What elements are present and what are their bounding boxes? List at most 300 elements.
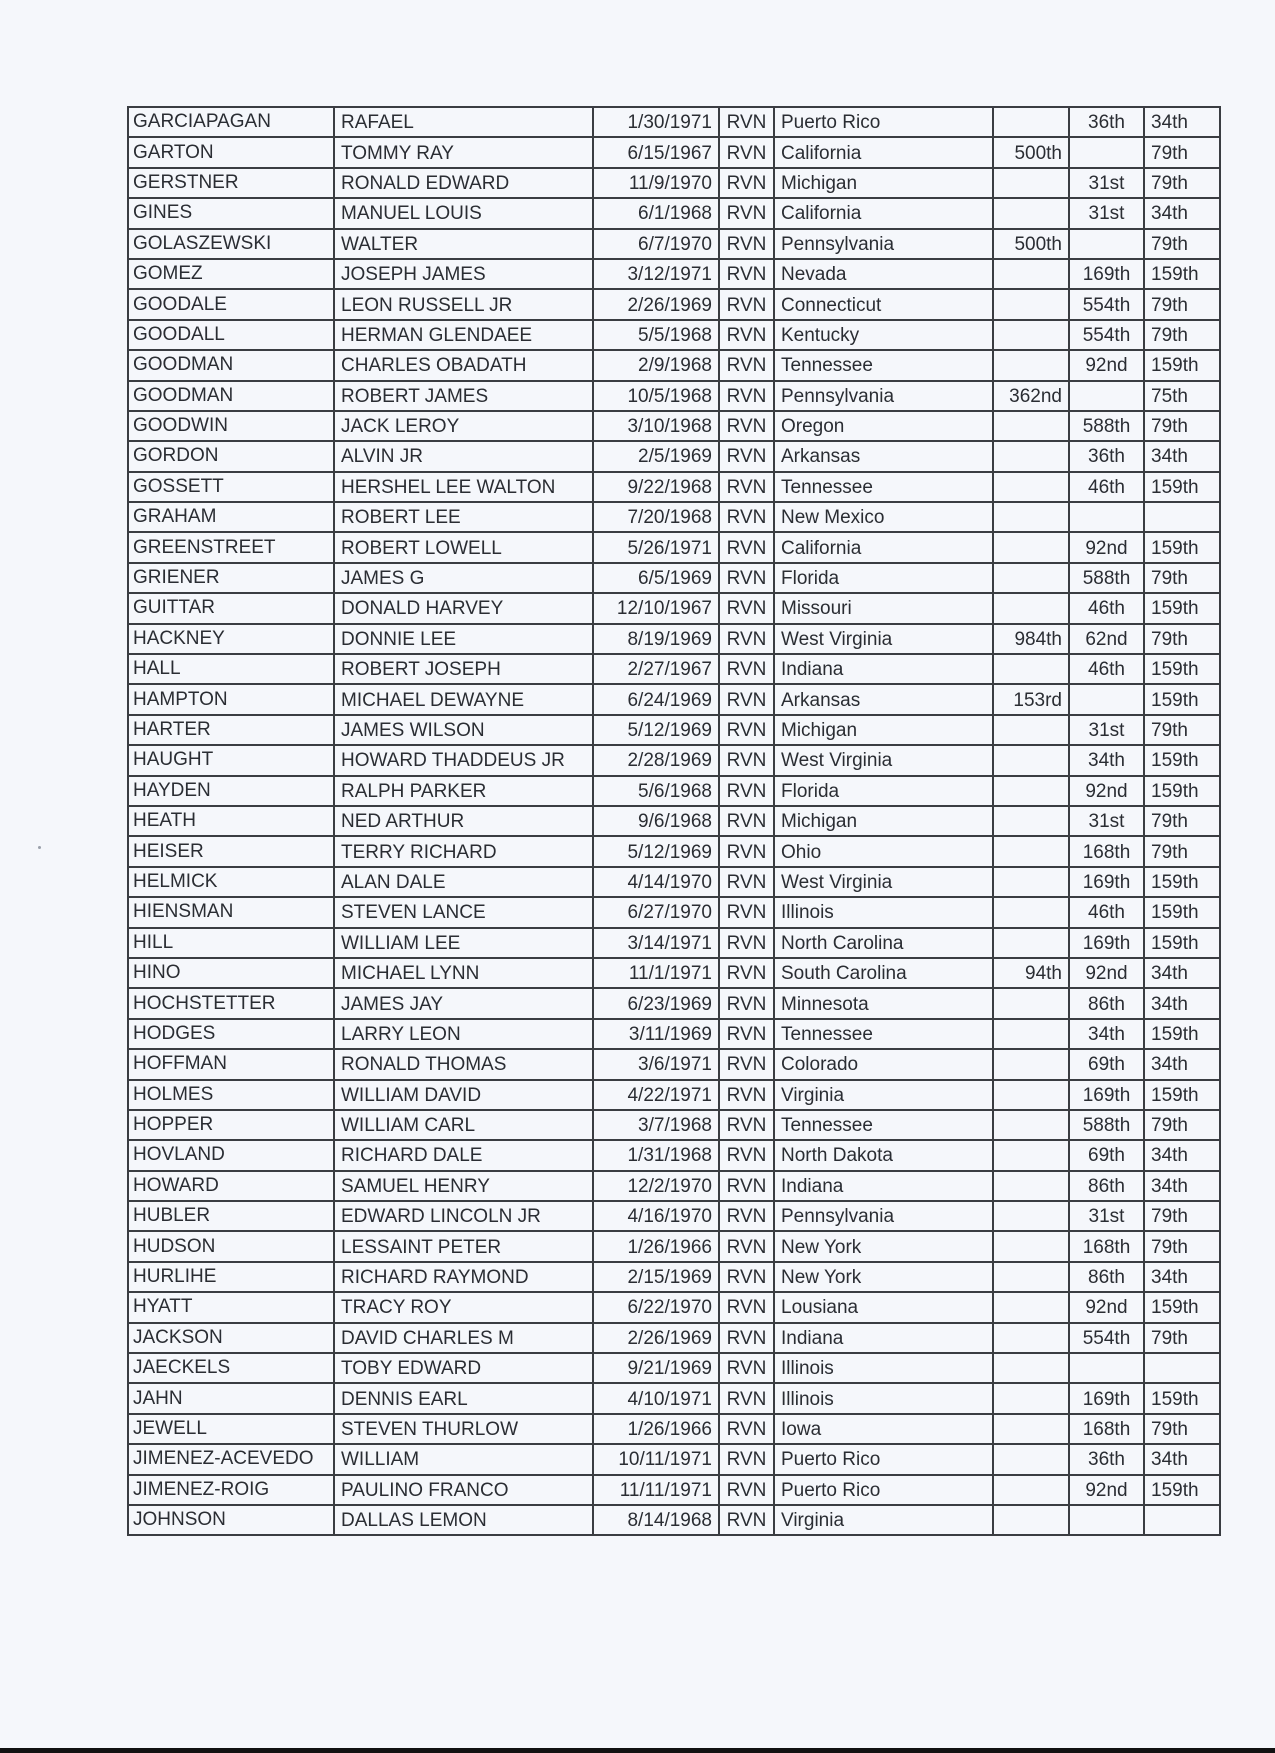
table-row xyxy=(128,836,1220,866)
state-cell: Florida xyxy=(774,563,993,593)
table-row xyxy=(128,776,1220,806)
table-row xyxy=(128,411,1220,441)
unit-a-cell xyxy=(993,897,1069,927)
date-cell: 2/28/1969 xyxy=(593,745,719,775)
state-cell: Lousiana xyxy=(774,1292,993,1322)
unit-b-cell: 86th xyxy=(1069,1262,1144,1292)
date-cell: 6/24/1969 xyxy=(593,684,719,714)
unit-b-cell: 36th xyxy=(1069,441,1144,471)
table-row xyxy=(128,1262,1220,1292)
first-name-cell: HERMAN GLENDAEE xyxy=(334,320,593,350)
first-name-cell: WILLIAM DAVID xyxy=(334,1080,593,1110)
date-cell: 11/9/1970 xyxy=(593,168,719,198)
last-name-cell: HARTER xyxy=(128,715,334,745)
unit-a-cell: 153rd xyxy=(993,684,1069,714)
first-name-cell: RICHARD DALE xyxy=(334,1140,593,1170)
unit-c-cell: 75th xyxy=(1144,381,1220,411)
unit-c-cell: 79th xyxy=(1144,229,1220,259)
table-row xyxy=(128,350,1220,380)
unit-a-cell xyxy=(993,441,1069,471)
unit-a-cell xyxy=(993,411,1069,441)
unit-b-cell: 31st xyxy=(1069,715,1144,745)
first-name-cell: DONNIE LEE xyxy=(334,624,593,654)
date-cell: 5/12/1969 xyxy=(593,836,719,866)
unit-c-cell: 79th xyxy=(1144,137,1220,167)
date-cell: 5/12/1969 xyxy=(593,715,719,745)
unit-b-cell: 92nd xyxy=(1069,1292,1144,1322)
unit-b-cell: 31st xyxy=(1069,806,1144,836)
first-name-cell: ROBERT JAMES xyxy=(334,381,593,411)
date-cell: 10/5/1968 xyxy=(593,381,719,411)
country-cell: RVN xyxy=(719,624,774,654)
last-name-cell: JEWELL xyxy=(128,1414,334,1444)
country-cell: RVN xyxy=(719,928,774,958)
unit-b-cell: 92nd xyxy=(1069,1475,1144,1505)
first-name-cell: PAULINO FRANCO xyxy=(334,1475,593,1505)
unit-c-cell: 159th xyxy=(1144,654,1220,684)
last-name-cell: HAUGHT xyxy=(128,745,334,775)
table-row xyxy=(128,1444,1220,1474)
unit-c-cell: 159th xyxy=(1144,867,1220,897)
state-cell: Michigan xyxy=(774,168,993,198)
first-name-cell: DALLAS LEMON xyxy=(334,1505,593,1535)
last-name-cell: GRAHAM xyxy=(128,502,334,532)
last-name-cell: HOLMES xyxy=(128,1080,334,1110)
unit-a-cell xyxy=(993,320,1069,350)
unit-a-cell xyxy=(993,1292,1069,1322)
unit-c-cell: 79th xyxy=(1144,836,1220,866)
date-cell: 9/6/1968 xyxy=(593,806,719,836)
state-cell: Michigan xyxy=(774,806,993,836)
unit-a-cell: 500th xyxy=(993,229,1069,259)
unit-a-cell xyxy=(993,654,1069,684)
first-name-cell: WILLIAM xyxy=(334,1444,593,1474)
first-name-cell: SAMUEL HENRY xyxy=(334,1171,593,1201)
country-cell: RVN xyxy=(719,836,774,866)
date-cell: 2/5/1969 xyxy=(593,441,719,471)
unit-c-cell: 159th xyxy=(1144,1383,1220,1413)
table-row xyxy=(128,441,1220,471)
state-cell: South Carolina xyxy=(774,958,993,988)
unit-c-cell: 34th xyxy=(1144,107,1220,137)
unit-b-cell: 168th xyxy=(1069,1414,1144,1444)
state-cell: Kentucky xyxy=(774,320,993,350)
first-name-cell: JAMES JAY xyxy=(334,988,593,1018)
country-cell: RVN xyxy=(719,1414,774,1444)
state-cell: Arkansas xyxy=(774,441,993,471)
date-cell: 5/5/1968 xyxy=(593,320,719,350)
last-name-cell: HOWARD xyxy=(128,1171,334,1201)
unit-b-cell: 588th xyxy=(1069,411,1144,441)
last-name-cell: GOSSETT xyxy=(128,472,334,502)
table-row xyxy=(128,472,1220,502)
last-name-cell: HILL xyxy=(128,928,334,958)
first-name-cell: WILLIAM LEE xyxy=(334,928,593,958)
unit-a-cell xyxy=(993,259,1069,289)
unit-b-cell: 92nd xyxy=(1069,350,1144,380)
last-name-cell: HOPPER xyxy=(128,1110,334,1140)
table-row xyxy=(128,381,1220,411)
unit-c-cell: 34th xyxy=(1144,198,1220,228)
date-cell: 12/10/1967 xyxy=(593,593,719,623)
table-row xyxy=(128,958,1220,988)
date-cell: 2/26/1969 xyxy=(593,1323,719,1353)
unit-b-cell: 169th xyxy=(1069,928,1144,958)
country-cell: RVN xyxy=(719,1292,774,1322)
state-cell: New York xyxy=(774,1231,993,1261)
unit-c-cell: 34th xyxy=(1144,1262,1220,1292)
unit-c-cell: 79th xyxy=(1144,1323,1220,1353)
unit-a-cell xyxy=(993,563,1069,593)
unit-c-cell: 34th xyxy=(1144,988,1220,1018)
unit-a-cell xyxy=(993,532,1069,562)
unit-c-cell: 34th xyxy=(1144,1140,1220,1170)
last-name-cell: HALL xyxy=(128,654,334,684)
date-cell: 4/10/1971 xyxy=(593,1383,719,1413)
state-cell: Missouri xyxy=(774,593,993,623)
unit-b-cell: 31st xyxy=(1069,198,1144,228)
table-row xyxy=(128,168,1220,198)
table-row xyxy=(128,229,1220,259)
unit-b-cell: 168th xyxy=(1069,1231,1144,1261)
first-name-cell: DENNIS EARL xyxy=(334,1383,593,1413)
last-name-cell: HUBLER xyxy=(128,1201,334,1231)
date-cell: 2/15/1969 xyxy=(593,1262,719,1292)
unit-c-cell: 159th xyxy=(1144,1019,1220,1049)
table-row xyxy=(128,928,1220,958)
date-cell: 4/22/1971 xyxy=(593,1080,719,1110)
table-row xyxy=(128,745,1220,775)
unit-c-cell: 34th xyxy=(1144,441,1220,471)
date-cell: 2/27/1967 xyxy=(593,654,719,684)
state-cell: Michigan xyxy=(774,715,993,745)
unit-b-cell: 36th xyxy=(1069,107,1144,137)
last-name-cell: GOODALL xyxy=(128,320,334,350)
country-cell: RVN xyxy=(719,897,774,927)
first-name-cell: TRACY ROY xyxy=(334,1292,593,1322)
first-name-cell: JACK LEROY xyxy=(334,411,593,441)
unit-a-cell xyxy=(993,1323,1069,1353)
state-cell: Indiana xyxy=(774,654,993,684)
unit-a-cell xyxy=(993,715,1069,745)
table-row xyxy=(128,1231,1220,1261)
last-name-cell: GOODALE xyxy=(128,289,334,319)
roster-body xyxy=(128,107,1220,1535)
state-cell: New Mexico xyxy=(774,502,993,532)
unit-b-cell: 46th xyxy=(1069,472,1144,502)
unit-a-cell xyxy=(993,1262,1069,1292)
date-cell: 11/1/1971 xyxy=(593,958,719,988)
unit-a-cell xyxy=(993,1353,1069,1383)
last-name-cell: HYATT xyxy=(128,1292,334,1322)
date-cell: 6/7/1970 xyxy=(593,229,719,259)
first-name-cell: JAMES G xyxy=(334,563,593,593)
first-name-cell: RONALD EDWARD xyxy=(334,168,593,198)
country-cell: RVN xyxy=(719,745,774,775)
country-cell: RVN xyxy=(719,1323,774,1353)
country-cell: RVN xyxy=(719,1080,774,1110)
unit-b-cell: 554th xyxy=(1069,320,1144,350)
state-cell: North Dakota xyxy=(774,1140,993,1170)
unit-a-cell xyxy=(993,836,1069,866)
unit-b-cell: 169th xyxy=(1069,259,1144,289)
last-name-cell: JOHNSON xyxy=(128,1505,334,1535)
last-name-cell: HIENSMAN xyxy=(128,897,334,927)
unit-c-cell: 159th xyxy=(1144,1475,1220,1505)
first-name-cell: RALPH PARKER xyxy=(334,776,593,806)
last-name-cell: JAHN xyxy=(128,1383,334,1413)
date-cell: 3/12/1971 xyxy=(593,259,719,289)
table-row xyxy=(128,1110,1220,1140)
date-cell: 4/14/1970 xyxy=(593,867,719,897)
unit-c-cell: 159th xyxy=(1144,593,1220,623)
unit-b-cell: 169th xyxy=(1069,1383,1144,1413)
unit-a-cell xyxy=(993,745,1069,775)
last-name-cell: HAYDEN xyxy=(128,776,334,806)
first-name-cell: RAFAEL xyxy=(334,107,593,137)
date-cell: 6/15/1967 xyxy=(593,137,719,167)
unit-a-cell xyxy=(993,806,1069,836)
country-cell: RVN xyxy=(719,350,774,380)
roster-table xyxy=(127,106,1221,1536)
first-name-cell: CHARLES OBADATH xyxy=(334,350,593,380)
last-name-cell: GREENSTREET xyxy=(128,532,334,562)
state-cell: Colorado xyxy=(774,1049,993,1079)
first-name-cell: TERRY RICHARD xyxy=(334,836,593,866)
state-cell: Pennsylvania xyxy=(774,229,993,259)
last-name-cell: HOVLAND xyxy=(128,1140,334,1170)
state-cell: California xyxy=(774,532,993,562)
first-name-cell: LESSAINT PETER xyxy=(334,1231,593,1261)
unit-a-cell xyxy=(993,1110,1069,1140)
unit-c-cell xyxy=(1144,1353,1220,1383)
country-cell: RVN xyxy=(719,532,774,562)
unit-b-cell xyxy=(1069,684,1144,714)
state-cell: Tennessee xyxy=(774,1110,993,1140)
unit-b-cell: 86th xyxy=(1069,1171,1144,1201)
date-cell: 4/16/1970 xyxy=(593,1201,719,1231)
first-name-cell: ROBERT JOSEPH xyxy=(334,654,593,684)
date-cell: 1/26/1966 xyxy=(593,1414,719,1444)
table-row xyxy=(128,289,1220,319)
table-row xyxy=(128,532,1220,562)
scan-edge xyxy=(0,1748,1275,1753)
state-cell: New York xyxy=(774,1262,993,1292)
scan-speck xyxy=(38,846,41,849)
unit-c-cell: 159th xyxy=(1144,472,1220,502)
country-cell: RVN xyxy=(719,1353,774,1383)
unit-c-cell: 34th xyxy=(1144,1049,1220,1079)
date-cell: 5/6/1968 xyxy=(593,776,719,806)
unit-a-cell xyxy=(993,107,1069,137)
table-row xyxy=(128,1475,1220,1505)
state-cell: Puerto Rico xyxy=(774,107,993,137)
unit-c-cell: 79th xyxy=(1144,806,1220,836)
date-cell: 9/21/1969 xyxy=(593,1353,719,1383)
country-cell: RVN xyxy=(719,229,774,259)
first-name-cell: ALAN DALE xyxy=(334,867,593,897)
unit-b-cell: 31st xyxy=(1069,168,1144,198)
date-cell: 2/9/1968 xyxy=(593,350,719,380)
table-row xyxy=(128,654,1220,684)
unit-b-cell: 168th xyxy=(1069,836,1144,866)
unit-c-cell: 79th xyxy=(1144,624,1220,654)
unit-b-cell: 92nd xyxy=(1069,532,1144,562)
state-cell: Tennessee xyxy=(774,350,993,380)
table-row xyxy=(128,624,1220,654)
state-cell: Indiana xyxy=(774,1171,993,1201)
last-name-cell: GOODMAN xyxy=(128,350,334,380)
unit-c-cell xyxy=(1144,1505,1220,1535)
state-cell: Virginia xyxy=(774,1080,993,1110)
state-cell: Puerto Rico xyxy=(774,1444,993,1474)
country-cell: RVN xyxy=(719,137,774,167)
country-cell: RVN xyxy=(719,107,774,137)
state-cell: Arkansas xyxy=(774,684,993,714)
last-name-cell: HACKNEY xyxy=(128,624,334,654)
unit-b-cell: 86th xyxy=(1069,988,1144,1018)
unit-a-cell xyxy=(993,1019,1069,1049)
date-cell: 1/31/1968 xyxy=(593,1140,719,1170)
country-cell: RVN xyxy=(719,381,774,411)
unit-c-cell: 34th xyxy=(1144,1444,1220,1474)
country-cell: RVN xyxy=(719,958,774,988)
unit-b-cell: 92nd xyxy=(1069,958,1144,988)
date-cell: 1/30/1971 xyxy=(593,107,719,137)
first-name-cell: MICHAEL LYNN xyxy=(334,958,593,988)
state-cell: Virginia xyxy=(774,1505,993,1535)
first-name-cell: STEVEN THURLOW xyxy=(334,1414,593,1444)
unit-b-cell xyxy=(1069,381,1144,411)
last-name-cell: JACKSON xyxy=(128,1323,334,1353)
unit-a-cell xyxy=(993,593,1069,623)
unit-a-cell xyxy=(993,1201,1069,1231)
unit-c-cell: 79th xyxy=(1144,1414,1220,1444)
table-row xyxy=(128,563,1220,593)
unit-b-cell xyxy=(1069,1353,1144,1383)
unit-b-cell: 46th xyxy=(1069,654,1144,684)
table-row xyxy=(128,806,1220,836)
date-cell: 2/26/1969 xyxy=(593,289,719,319)
unit-c-cell: 159th xyxy=(1144,259,1220,289)
date-cell: 6/23/1969 xyxy=(593,988,719,1018)
unit-a-cell xyxy=(993,198,1069,228)
first-name-cell: LARRY LEON xyxy=(334,1019,593,1049)
table-row xyxy=(128,1323,1220,1353)
state-cell: Pennsylvania xyxy=(774,381,993,411)
last-name-cell: GINES xyxy=(128,198,334,228)
unit-c-cell xyxy=(1144,502,1220,532)
unit-a-cell xyxy=(993,1171,1069,1201)
unit-c-cell: 79th xyxy=(1144,411,1220,441)
state-cell: West Virginia xyxy=(774,745,993,775)
table-row xyxy=(128,1171,1220,1201)
unit-c-cell: 159th xyxy=(1144,745,1220,775)
country-cell: RVN xyxy=(719,654,774,684)
unit-c-cell: 159th xyxy=(1144,532,1220,562)
last-name-cell: HELMICK xyxy=(128,867,334,897)
unit-c-cell: 159th xyxy=(1144,1292,1220,1322)
first-name-cell: RICHARD RAYMOND xyxy=(334,1262,593,1292)
unit-a-cell xyxy=(993,988,1069,1018)
last-name-cell: GOMEZ xyxy=(128,259,334,289)
unit-b-cell: 34th xyxy=(1069,745,1144,775)
table-row xyxy=(128,715,1220,745)
table-row xyxy=(128,1414,1220,1444)
unit-a-cell xyxy=(993,350,1069,380)
country-cell: RVN xyxy=(719,411,774,441)
unit-c-cell: 79th xyxy=(1144,1110,1220,1140)
state-cell: North Carolina xyxy=(774,928,993,958)
country-cell: RVN xyxy=(719,593,774,623)
last-name-cell: JIMENEZ-ROIG xyxy=(128,1475,334,1505)
last-name-cell: GOLASZEWSKI xyxy=(128,229,334,259)
unit-a-cell xyxy=(993,1231,1069,1261)
state-cell: Illinois xyxy=(774,1383,993,1413)
first-name-cell: JAMES WILSON xyxy=(334,715,593,745)
table-row xyxy=(128,867,1220,897)
first-name-cell: TOBY EDWARD xyxy=(334,1353,593,1383)
first-name-cell: DAVID CHARLES M xyxy=(334,1323,593,1353)
country-cell: RVN xyxy=(719,472,774,502)
first-name-cell: ROBERT LEE xyxy=(334,502,593,532)
table-row xyxy=(128,988,1220,1018)
table-row xyxy=(128,320,1220,350)
unit-b-cell: 46th xyxy=(1069,593,1144,623)
unit-a-cell xyxy=(993,1080,1069,1110)
country-cell: RVN xyxy=(719,1049,774,1079)
table-row xyxy=(128,137,1220,167)
first-name-cell: MICHAEL DEWAYNE xyxy=(334,684,593,714)
state-cell: California xyxy=(774,137,993,167)
last-name-cell: GRIENER xyxy=(128,563,334,593)
unit-a-cell xyxy=(993,867,1069,897)
unit-c-cell: 159th xyxy=(1144,350,1220,380)
unit-b-cell: 69th xyxy=(1069,1140,1144,1170)
table-row xyxy=(128,1353,1220,1383)
first-name-cell: HOWARD THADDEUS JR xyxy=(334,745,593,775)
table-row xyxy=(128,1019,1220,1049)
date-cell: 11/11/1971 xyxy=(593,1475,719,1505)
unit-a-cell xyxy=(993,168,1069,198)
date-cell: 12/2/1970 xyxy=(593,1171,719,1201)
country-cell: RVN xyxy=(719,684,774,714)
country-cell: RVN xyxy=(719,1505,774,1535)
state-cell: Connecticut xyxy=(774,289,993,319)
country-cell: RVN xyxy=(719,776,774,806)
country-cell: RVN xyxy=(719,1110,774,1140)
unit-c-cell: 159th xyxy=(1144,776,1220,806)
state-cell: California xyxy=(774,198,993,228)
country-cell: RVN xyxy=(719,1444,774,1474)
state-cell: Pennsylvania xyxy=(774,1201,993,1231)
last-name-cell: GOODWIN xyxy=(128,411,334,441)
date-cell: 6/1/1968 xyxy=(593,198,719,228)
unit-c-cell: 159th xyxy=(1144,897,1220,927)
state-cell: Tennessee xyxy=(774,472,993,502)
last-name-cell: GERSTNER xyxy=(128,168,334,198)
first-name-cell: WILLIAM CARL xyxy=(334,1110,593,1140)
first-name-cell: WALTER xyxy=(334,229,593,259)
table-row xyxy=(128,1049,1220,1079)
last-name-cell: HUDSON xyxy=(128,1231,334,1261)
first-name-cell: ALVIN JR xyxy=(334,441,593,471)
country-cell: RVN xyxy=(719,806,774,836)
last-name-cell: HAMPTON xyxy=(128,684,334,714)
state-cell: Illinois xyxy=(774,897,993,927)
first-name-cell: LEON RUSSELL JR xyxy=(334,289,593,319)
state-cell: Oregon xyxy=(774,411,993,441)
